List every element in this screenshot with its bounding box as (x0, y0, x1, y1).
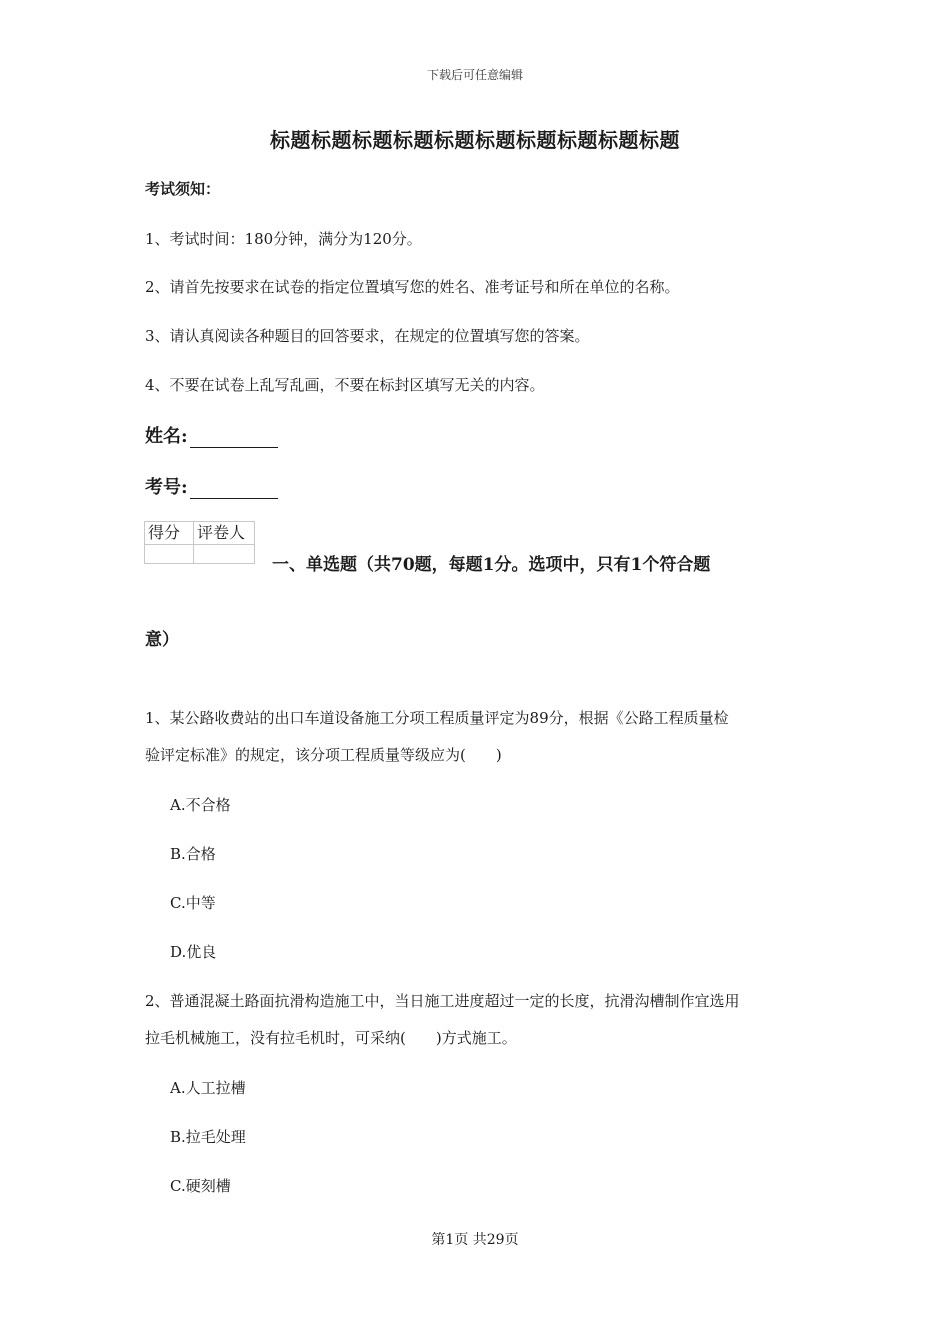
question-2-option-a: A.人工拉槽 (170, 1079, 246, 1097)
question-2-text-continued: 拉毛机械施工，没有拉毛机时，可采纳( )方式施工。 (145, 1029, 517, 1047)
score-table (144, 521, 255, 564)
exam-number-field (145, 473, 278, 499)
exam-number-blank-line (190, 478, 278, 499)
page-footer: 第1页 共29页 (431, 1232, 519, 1248)
notice-item: 2、请首先按要求在试卷的指定位置填写您的姓名、准考证号和所在单位的名称。 (145, 278, 680, 296)
name-blank-line (190, 427, 278, 448)
grader-header: 评卷人 (194, 522, 255, 545)
grader-cell (194, 545, 255, 564)
name-label: 姓名: (145, 426, 188, 447)
question-2-option-b: B.拉毛处理 (170, 1128, 246, 1146)
question-1-option-b: B.合格 (170, 845, 216, 863)
score-cell (145, 545, 194, 564)
question-1-option-a: A.不合格 (170, 796, 231, 814)
question-1-option-d: D.优良 (170, 943, 217, 961)
header-note: 下载后可任意编辑 (426, 68, 523, 82)
question-1-text-continued: 验评定标准》的规定，该分项工程质量等级应为( ) (145, 746, 502, 764)
name-field (145, 422, 278, 448)
score-header: 得分 (145, 522, 194, 545)
question-1-text: 1、某公路收费站的出口车道设备施工分项工程质量评定为89分，根据《公路工程质量检 (145, 709, 729, 727)
question-1-option-c: C.中等 (170, 894, 216, 912)
notice-item: 4、不要在试卷上乱写乱画，不要在标封区填写无关的内容。 (145, 376, 545, 394)
section-heading-continued: 意） (145, 630, 179, 650)
question-2-option-c: C.硬刻槽 (170, 1177, 231, 1195)
document-title: 标题标题标题标题标题标题标题标题标题标题 (270, 128, 680, 152)
section-heading: 一、单选题（共70题，每题1分。选项中，只有1个符合题 (272, 555, 711, 575)
exam-number-label: 考号: (145, 477, 188, 498)
notice-item: 1、考试时间：180分钟，满分为120分。 (145, 230, 422, 248)
notice-item: 3、请认真阅读各种题目的回答要求，在规定的位置填写您的答案。 (145, 327, 590, 345)
notice-heading: 考试须知： (145, 180, 221, 198)
question-2-text: 2、普通混凝土路面抗滑构造施工中，当日施工进度超过一定的长度，抗滑沟槽制作宜选用 (145, 992, 740, 1010)
